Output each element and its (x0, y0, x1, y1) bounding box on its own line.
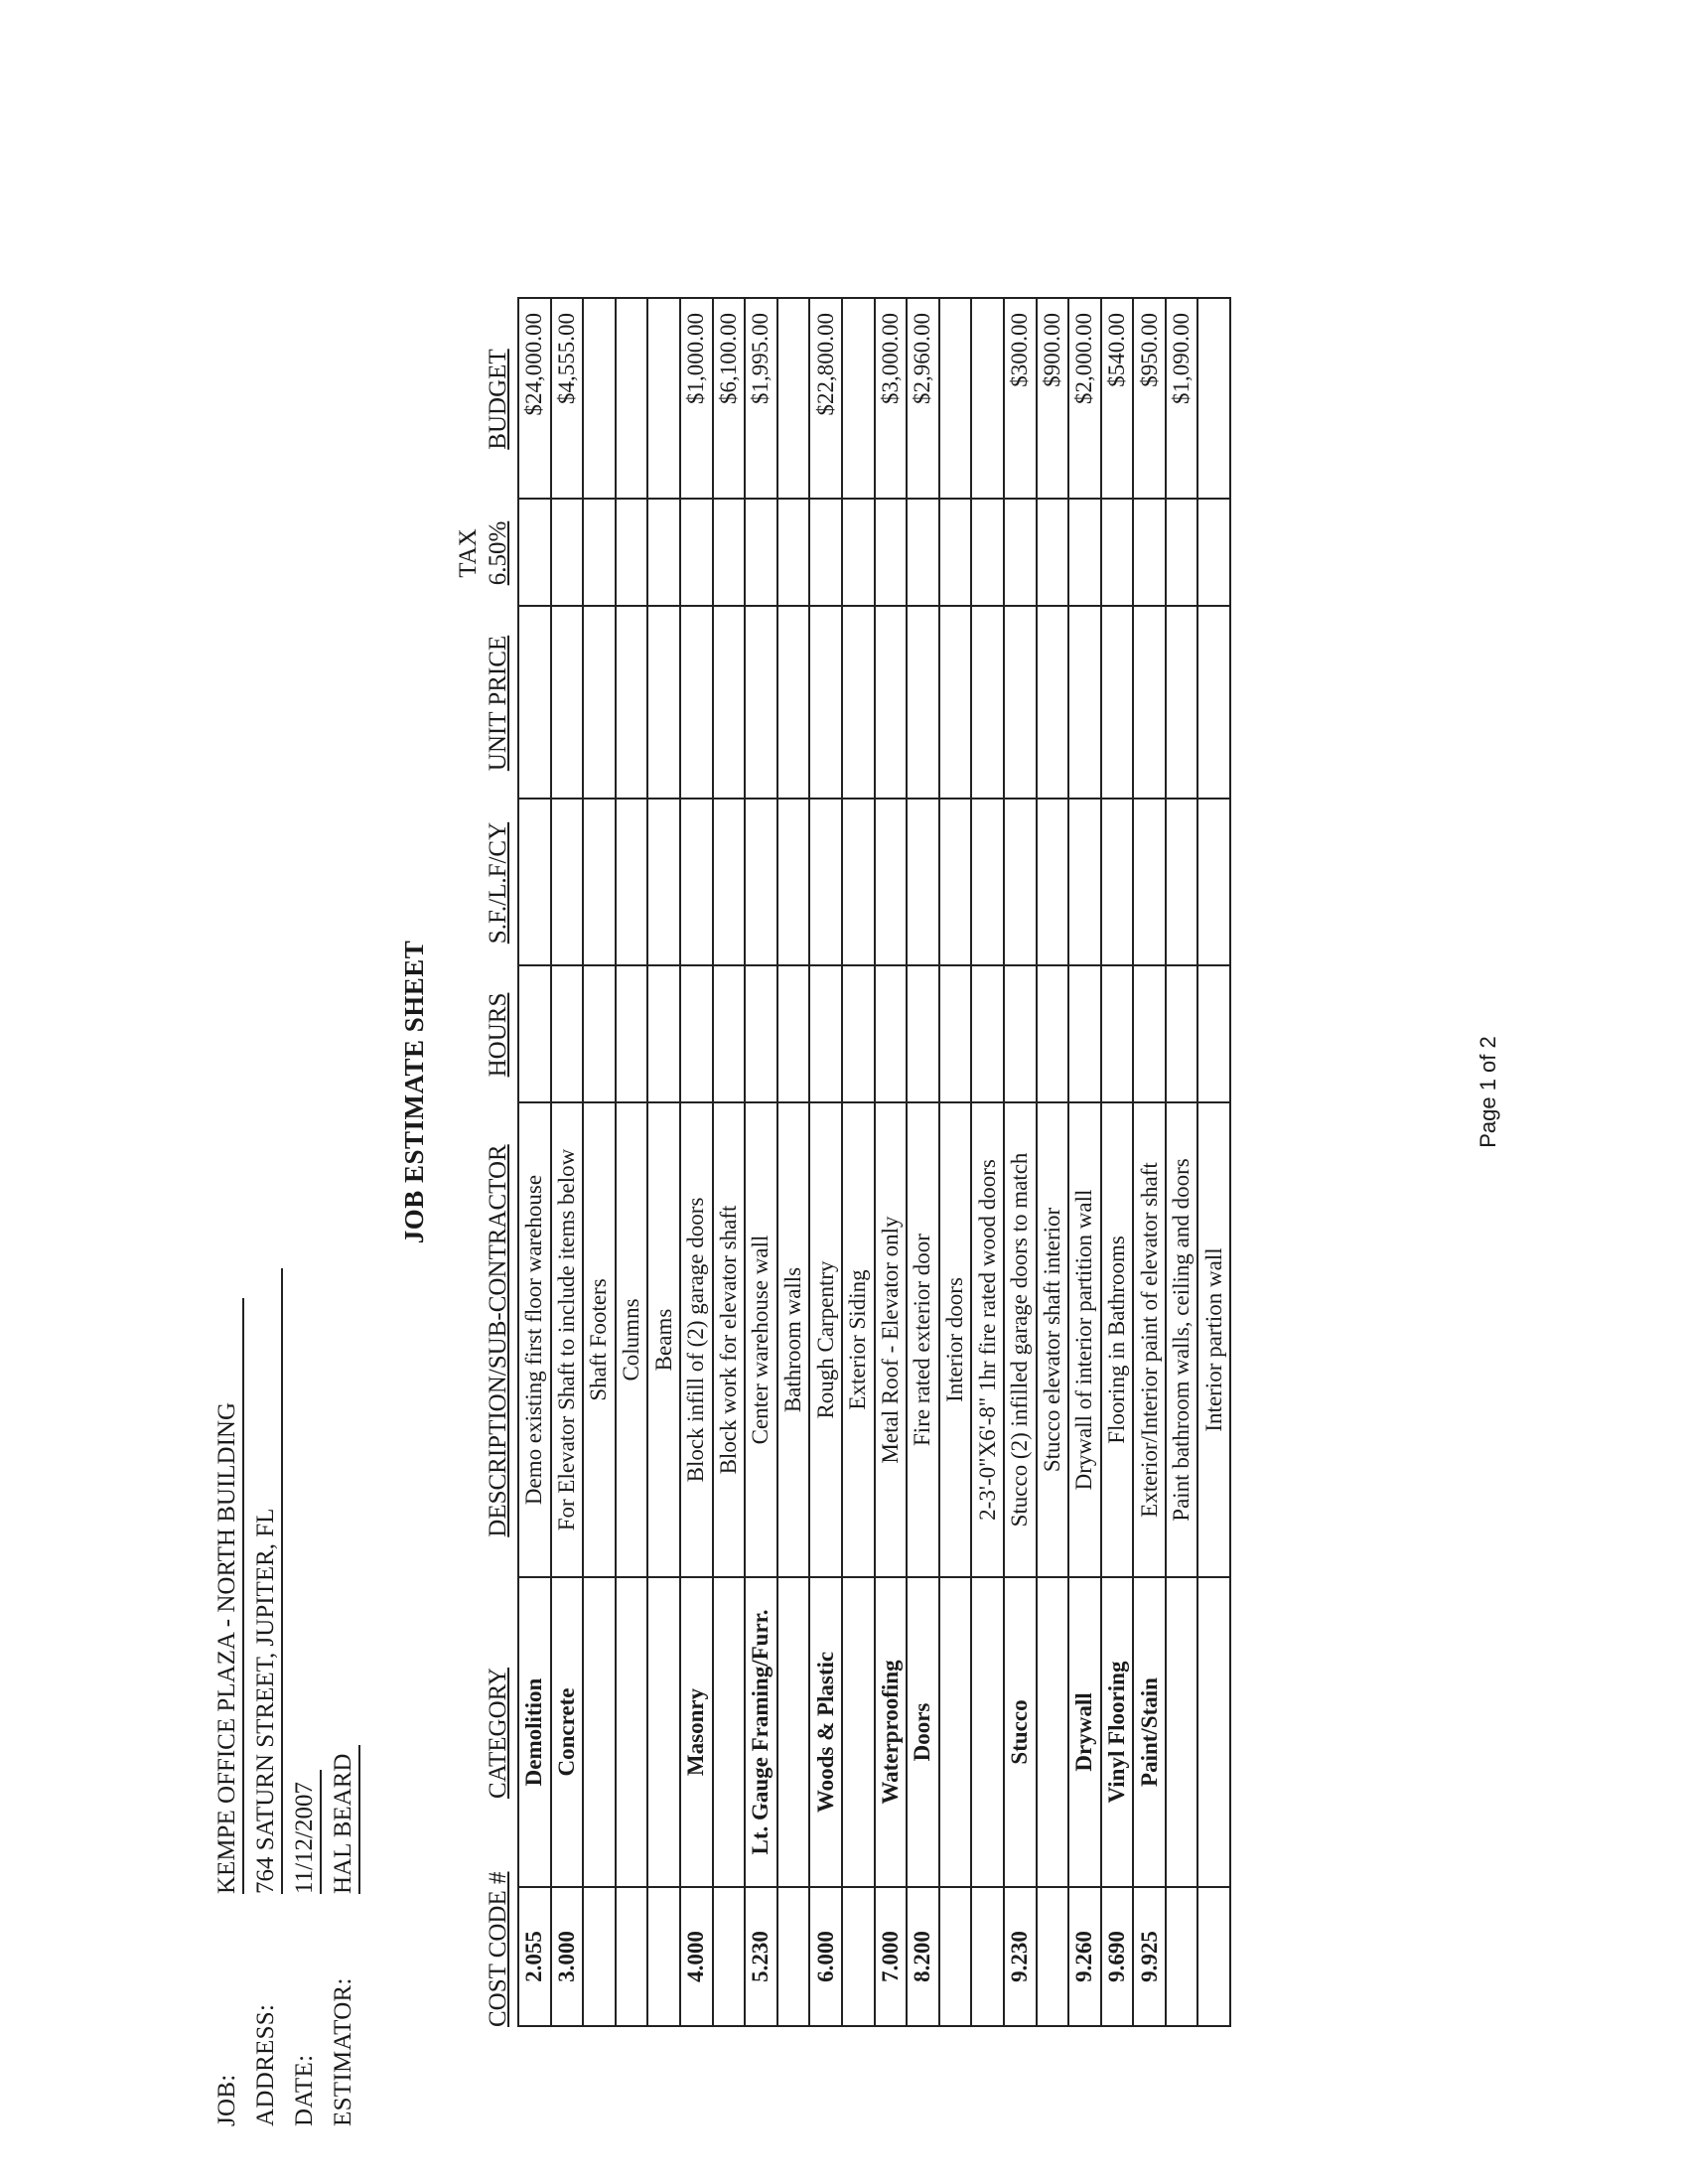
job-label: JOB: (213, 2074, 240, 2126)
table-row (518, 298, 551, 2026)
hours-cell (875, 965, 908, 1102)
description-cell: Drywall of interior partition wall (1068, 1102, 1101, 1577)
unit-price-cell (939, 606, 972, 799)
job-value: KEMPE OFFICE PLAZA - NORTH BUILDING (213, 1298, 244, 1894)
tax-cell (1133, 499, 1166, 606)
tax-cell (971, 499, 1004, 606)
budget-cell: $2,000.00 (1068, 298, 1101, 499)
sf-lf-cy-cell (647, 799, 680, 965)
sf-lf-cy-cell (1166, 799, 1198, 965)
cost-code-cell: 2.055 (518, 1887, 551, 2026)
category-cell (713, 1577, 746, 1887)
table-row (1037, 298, 1069, 2026)
cost-code-cell (1037, 1887, 1069, 2026)
sf-lf-cy-cell (1004, 799, 1037, 965)
col-sf-lf-cy: S.F./L.F/CY (485, 821, 511, 945)
budget-cell: $1,995.00 (745, 298, 777, 499)
table-row (1197, 298, 1230, 2026)
hours-cell (713, 965, 746, 1102)
description-cell: Bathroom walls (777, 1102, 810, 1577)
unit-price-cell (1133, 606, 1166, 799)
tax-cell (1101, 499, 1134, 606)
budget-cell (939, 298, 972, 499)
description-cell: Rough Carpentry (809, 1102, 842, 1577)
hours-cell (1197, 965, 1230, 1102)
description-cell: Exterior Siding (842, 1102, 875, 1577)
tax-cell (680, 499, 713, 606)
hours-cell (1004, 965, 1037, 1102)
cost-code-cell (842, 1887, 875, 2026)
col-hours: HOURS (485, 992, 511, 1078)
table-row (1133, 298, 1166, 2026)
hours-cell (1037, 965, 1069, 1102)
sf-lf-cy-cell (777, 799, 810, 965)
estimator-value: HAL BEARD (330, 1745, 360, 1894)
hours-cell (518, 965, 551, 1102)
cost-code-cell (939, 1887, 972, 2026)
unit-price-cell (842, 606, 875, 799)
description-cell: Metal Roof - Elevator only (875, 1102, 908, 1577)
unit-price-cell (745, 606, 777, 799)
col-budget: BUDGET (485, 349, 511, 450)
cost-code-cell: 9.925 (1133, 1887, 1166, 2026)
hours-cell (777, 965, 810, 1102)
table-row (680, 298, 713, 2026)
budget-cell: $1,090.00 (1166, 298, 1198, 499)
sf-lf-cy-cell (1037, 799, 1069, 965)
category-cell (1037, 1577, 1069, 1887)
category-cell: Waterproofing (875, 1577, 908, 1887)
table-row (907, 298, 939, 2026)
category-cell: Lt. Gauge Framing/Furr. (745, 1577, 777, 1887)
estimate-table (517, 297, 1231, 2027)
category-cell (1166, 1577, 1198, 1887)
table-row (809, 298, 842, 2026)
table-row (1068, 298, 1101, 2026)
sf-lf-cy-cell (875, 799, 908, 965)
description-cell: Center warehouse wall (745, 1102, 777, 1577)
sf-lf-cy-cell (1068, 799, 1101, 965)
table-row (875, 298, 908, 2026)
table-row (777, 298, 810, 2026)
tax-cell (1197, 499, 1230, 606)
sf-lf-cy-cell (551, 799, 584, 965)
cost-code-cell: 8.200 (907, 1887, 939, 2026)
tax-cell (583, 499, 616, 606)
budget-cell (971, 298, 1004, 499)
unit-price-cell (647, 606, 680, 799)
sf-lf-cy-cell (518, 799, 551, 965)
cost-code-cell: 9.690 (1101, 1887, 1134, 2026)
description-cell: Columns (616, 1102, 648, 1577)
tax-cell (1004, 499, 1037, 606)
unit-price-cell (907, 606, 939, 799)
sf-lf-cy-cell (680, 799, 713, 965)
category-cell (1197, 1577, 1230, 1887)
tax-cell (1166, 499, 1198, 606)
category-cell: Vinyl Flooring (1101, 1577, 1134, 1887)
table-row (583, 298, 616, 2026)
col-cost-code: COST CODE # (485, 1871, 511, 2027)
table-row (1101, 298, 1134, 2026)
unit-price-cell (777, 606, 810, 799)
description-cell: Interior partion wall (1197, 1102, 1230, 1577)
cost-code-cell: 6.000 (809, 1887, 842, 2026)
hours-cell (842, 965, 875, 1102)
address-value: 764 SATURN STREET, JUPITER, FL (252, 1268, 283, 1894)
budget-cell (777, 298, 810, 499)
unit-price-cell (1068, 606, 1101, 799)
date-value: 11/12/2007 (291, 1770, 322, 1894)
cost-code-cell (713, 1887, 746, 2026)
tax-cell (647, 499, 680, 606)
sf-lf-cy-cell (939, 799, 972, 965)
hours-cell (583, 965, 616, 1102)
description-cell: For Elevator Shaft to include items below (551, 1102, 584, 1577)
hours-cell (971, 965, 1004, 1102)
hours-cell (745, 965, 777, 1102)
hours-cell (680, 965, 713, 1102)
table-row (939, 298, 972, 2026)
cost-code-cell: 9.260 (1068, 1887, 1101, 2026)
unit-price-cell (875, 606, 908, 799)
hours-cell (1101, 965, 1134, 1102)
tax-cell (939, 499, 972, 606)
col-description: DESCRIPTION/SUB-CONTRACTOR (485, 1144, 511, 1537)
unit-price-cell (1004, 606, 1037, 799)
tax-cell (809, 499, 842, 606)
category-cell (583, 1577, 616, 1887)
budget-cell: $22,800.00 (809, 298, 842, 499)
unit-price-cell (583, 606, 616, 799)
sheet-title: JOB ESTIMATE SHEET (399, 940, 429, 1244)
hours-cell (551, 965, 584, 1102)
budget-cell: $2,960.00 (907, 298, 939, 499)
cost-code-cell: 7.000 (875, 1887, 908, 2026)
estimator-label: ESTIMATOR: (330, 1977, 356, 2126)
hours-cell (1068, 965, 1101, 1102)
budget-cell: $6,100.00 (713, 298, 746, 499)
category-cell: Paint/Stain (1133, 1577, 1166, 1887)
sf-lf-cy-cell (809, 799, 842, 965)
category-cell (842, 1577, 875, 1887)
description-cell: Stucco elevator shaft interior (1037, 1102, 1069, 1577)
budget-cell (1197, 298, 1230, 499)
description-cell: Demo existing first floor warehouse (518, 1102, 551, 1577)
sf-lf-cy-cell (907, 799, 939, 965)
category-cell (777, 1577, 810, 1887)
table-row (842, 298, 875, 2026)
table-row (551, 298, 584, 2026)
cost-code-cell (777, 1887, 810, 2026)
tax-cell (616, 499, 648, 606)
category-cell (971, 1577, 1004, 1887)
unit-price-cell (1101, 606, 1134, 799)
description-cell: Flooring in Bathrooms (1101, 1102, 1134, 1577)
description-cell: Block work for elevator shaft (713, 1102, 746, 1577)
cost-code-cell (1197, 1887, 1230, 2026)
budget-cell: $3,000.00 (875, 298, 908, 499)
budget-cell: $900.00 (1037, 298, 1069, 499)
description-cell: Exterior/Interior paint of elevator shaft (1133, 1102, 1166, 1577)
category-cell (616, 1577, 648, 1887)
cost-code-cell: 4.000 (680, 1887, 713, 2026)
table-row (1004, 298, 1037, 2026)
unit-price-cell (713, 606, 746, 799)
tax-cell (1068, 499, 1101, 606)
category-cell: Drywall (1068, 1577, 1101, 1887)
tax-cell (713, 499, 746, 606)
category-cell: Demolition (518, 1577, 551, 1887)
cost-code-cell (583, 1887, 616, 2026)
unit-price-cell (809, 606, 842, 799)
table-row (616, 298, 648, 2026)
tax-cell (1037, 499, 1069, 606)
unit-price-cell (1037, 606, 1069, 799)
category-cell: Concrete (551, 1577, 584, 1887)
hours-cell (907, 965, 939, 1102)
unit-price-cell (1197, 606, 1230, 799)
unit-price-cell (971, 606, 1004, 799)
date-label: DATE: (291, 2054, 318, 2126)
category-cell: Masonry (680, 1577, 713, 1887)
budget-cell: $24,000.00 (518, 298, 551, 499)
cost-code-cell (1166, 1887, 1198, 2026)
tax-cell (518, 499, 551, 606)
hours-cell (939, 965, 972, 1102)
sf-lf-cy-cell (1133, 799, 1166, 965)
hours-cell (647, 965, 680, 1102)
budget-cell: $4,555.00 (551, 298, 584, 499)
description-cell: Block infill of (2) garage doors (680, 1102, 713, 1577)
budget-cell: $540.00 (1101, 298, 1134, 499)
col-unit-price: UNIT PRICE (485, 635, 511, 772)
category-cell (939, 1577, 972, 1887)
category-cell (647, 1577, 680, 1887)
cost-code-cell (647, 1887, 680, 2026)
col-tax-top: TAX (455, 528, 482, 578)
unit-price-cell (680, 606, 713, 799)
table-row (971, 298, 1004, 2026)
unit-price-cell (1166, 606, 1198, 799)
hours-cell (1166, 965, 1198, 1102)
sf-lf-cy-cell (583, 799, 616, 965)
unit-price-cell (518, 606, 551, 799)
sf-lf-cy-cell (616, 799, 648, 965)
hours-cell (809, 965, 842, 1102)
address-label: ADDRESS: (252, 2003, 279, 2126)
sf-lf-cy-cell (745, 799, 777, 965)
tax-cell (777, 499, 810, 606)
category-cell: Woods & Plastic (809, 1577, 842, 1887)
description-cell: Shaft Footers (583, 1102, 616, 1577)
budget-cell: $300.00 (1004, 298, 1037, 499)
category-cell: Doors (907, 1577, 939, 1887)
cost-code-cell: 3.000 (551, 1887, 584, 2026)
description-cell: Beams (647, 1102, 680, 1577)
unit-price-cell (551, 606, 584, 799)
unit-price-cell (616, 606, 648, 799)
cost-code-cell (971, 1887, 1004, 2026)
description-cell: Paint bathroom walls, ceiling and doors (1166, 1102, 1198, 1577)
cost-code-cell (616, 1887, 648, 2026)
budget-cell (842, 298, 875, 499)
hours-cell (1133, 965, 1166, 1102)
description-cell: 2-3'-0"X6'-8" 1hr fire rated wood doors (971, 1102, 1004, 1577)
table-row (745, 298, 777, 2026)
description-cell: Interior doors (939, 1102, 972, 1577)
description-cell: Fire rated exterior door (907, 1102, 939, 1577)
sf-lf-cy-cell (1101, 799, 1134, 965)
budget-cell: $1,000.00 (680, 298, 713, 499)
cost-code-cell: 5.230 (745, 1887, 777, 2026)
cost-code-cell: 9.230 (1004, 1887, 1037, 2026)
sf-lf-cy-cell (842, 799, 875, 965)
table-row (1166, 298, 1198, 2026)
tax-cell (907, 499, 939, 606)
tax-cell (875, 499, 908, 606)
col-tax-rate: 6.50% (485, 520, 511, 586)
budget-cell (616, 298, 648, 499)
sf-lf-cy-cell (1197, 799, 1230, 965)
col-category: CATEGORY (485, 1668, 511, 1799)
budget-cell (583, 298, 616, 499)
tax-cell (551, 499, 584, 606)
tax-cell (745, 499, 777, 606)
budget-cell (647, 298, 680, 499)
category-cell: Stucco (1004, 1577, 1037, 1887)
budget-cell: $950.00 (1133, 298, 1166, 499)
tax-cell (842, 499, 875, 606)
sf-lf-cy-cell (713, 799, 746, 965)
table-row (713, 298, 746, 2026)
table-row (647, 298, 680, 2026)
description-cell: Stucco (2) infilled garage doors to match (1004, 1102, 1037, 1577)
sf-lf-cy-cell (971, 799, 1004, 965)
hours-cell (616, 965, 648, 1102)
page-number: Page 1 of 2 (1476, 1036, 1500, 1148)
